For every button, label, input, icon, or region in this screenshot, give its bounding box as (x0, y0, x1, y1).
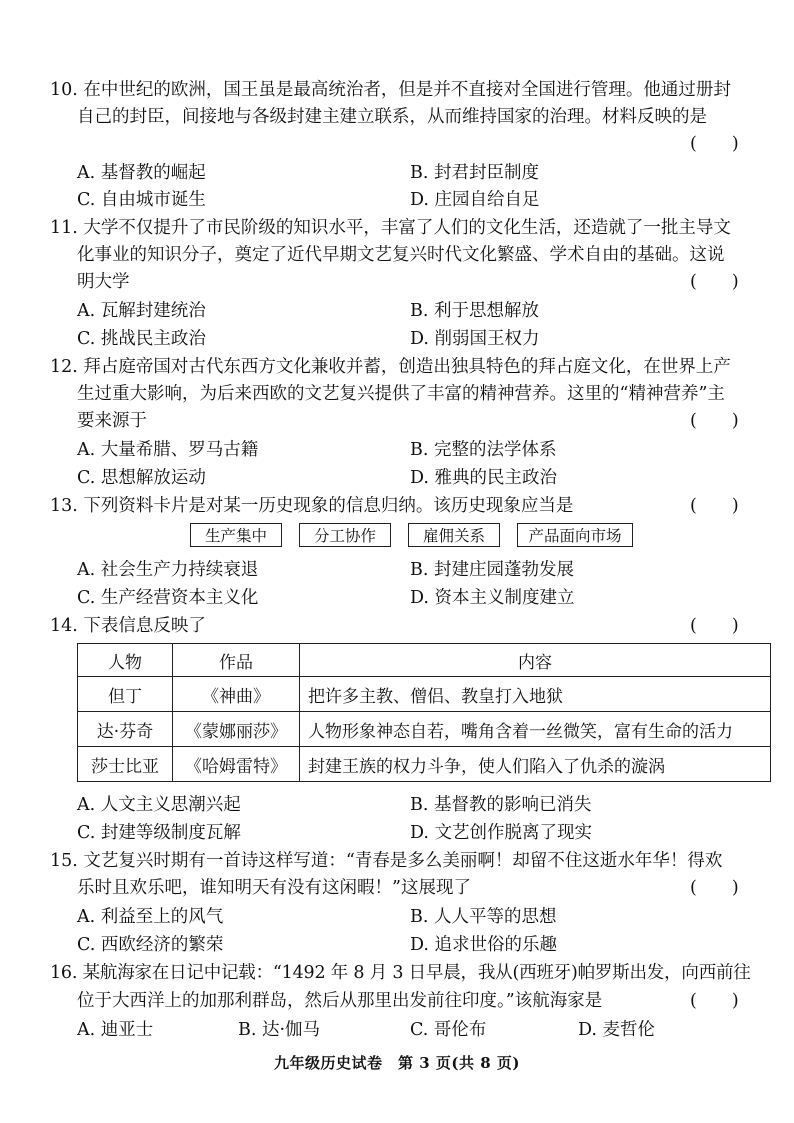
q14-info-table (77, 643, 771, 782)
table-header-row (78, 644, 771, 677)
table-cell-content: 把许多主教、僧侣、教皇打入地狱 (300, 677, 771, 712)
q10-option-d: D. 庄园自给自足 (410, 190, 540, 210)
q12-stem-line-1: 12. 拜占庭帝国对古代东西方文化兼收并蓄，创造出独具特色的拜占庭文化，在世界上产 (50, 357, 731, 377)
q13-stem-line-1: 13. 下列资料卡片是对某一历史现象的信息归纳。该历史现象应当是 (50, 496, 574, 516)
table-row (78, 712, 771, 747)
q15-answer-blank: ( ) (690, 878, 739, 898)
q15-option-a: A. 利益至上的风气 (77, 907, 224, 927)
table-cell-work: 《蒙娜丽莎》 (173, 712, 300, 747)
table-row (78, 677, 771, 712)
q14-stem-line-1: 14. 下表信息反映了 (50, 616, 206, 636)
q10-option-c: C. 自由城市诞生 (77, 190, 206, 210)
q11-stem-line-2: 化事业的知识分子，奠定了近代早期文艺复兴时代文化繁盛、学术自由的基础。这说 (77, 245, 725, 265)
q13-option-b: B. 封建庄园蓬勃发展 (410, 560, 574, 580)
q16-option-a: A. 迪亚士 (77, 1020, 154, 1040)
q10-answer-blank: ( ) (690, 134, 739, 154)
table-cell-person: 达·芬奇 (78, 712, 173, 747)
q10-option-b: B. 封君封臣制度 (410, 163, 539, 183)
q10-option-a: A. 基督教的崛起 (77, 163, 206, 183)
q15-stem-line-2: 乐时且欢乐吧，谁知明天有没有这闲暇！”这展现了 (77, 878, 471, 898)
table-header-work: 作品 (173, 644, 300, 677)
q11-option-b: B. 利于思想解放 (410, 301, 539, 321)
q16-option-b: B. 达·伽马 (238, 1020, 321, 1040)
table-header-content: 内容 (300, 644, 771, 677)
q13-option-c: C. 生产经营资本主义化 (77, 588, 259, 608)
q16-answer-blank: ( ) (690, 991, 739, 1011)
q15-stem-line-1: 15. 文艺复兴时期有一首诗这样写道：“青春是多么美丽啊！却留不住这逝水年华！得欢 (50, 851, 723, 871)
q15-option-d: D. 追求世俗的乐趣 (410, 935, 558, 955)
table-cell-work: 《哈姆雷特》 (173, 747, 300, 782)
q14-option-a: A. 人文主义思潮兴起 (77, 795, 241, 815)
q12-stem-line-2: 生过重大影响，为后来西欧的文艺复兴提供了丰富的精神营养。这里的“精神营养”主 (77, 384, 725, 404)
q13-answer-blank: ( ) (690, 496, 739, 516)
table-header-person: 人物 (78, 644, 173, 677)
page-footer: 九年级历史试卷 第 3 页(共 8 页) (274, 1054, 520, 1072)
q12-option-a: A. 大量希腊、罗马古籍 (77, 440, 259, 460)
q10-stem-line-1: 10. 在中世纪的欧洲，国王虽是最高统治者，但是并不直接对全国进行管理。他通过册封 (50, 80, 731, 100)
table-row (78, 747, 771, 782)
q12-option-d: D. 雅典的民主政治 (410, 468, 558, 488)
q11-stem-line-1: 11. 大学不仅提升了市民阶级的知识水平，丰富了人们的文化生活，还造就了一批主导文 (50, 218, 731, 238)
table-cell-person: 但丁 (78, 677, 173, 712)
q16-option-d: D. 麦哲伦 (578, 1020, 656, 1040)
q13-info-card-1: 生产集中 (190, 523, 282, 547)
q14-option-c: C. 封建等级制度瓦解 (77, 823, 241, 843)
table-cell-work: 《神曲》 (173, 677, 300, 712)
table-cell-content: 人物形象神态自若，嘴角含着一丝微笑，富有生命的活力 (300, 712, 771, 747)
q14-option-d: D. 文艺创作脱离了现实 (410, 823, 593, 843)
q15-option-c: C. 西欧经济的繁荣 (77, 935, 224, 955)
table-cell-person: 莎士比亚 (78, 747, 173, 782)
q16-stem-line-2: 位于大西洋上的加那利群岛，然后从那里出发前往印度。”该航海家是 (77, 991, 603, 1011)
q13-option-d: D. 资本主义制度建立 (410, 588, 575, 608)
q13-info-card-2: 分工协作 (299, 523, 391, 547)
q11-stem-line-3: 明大学 (77, 272, 130, 292)
q14-option-b: B. 基督教的影响已消失 (410, 795, 592, 815)
q13-info-card-3: 雇佣关系 (408, 523, 500, 547)
q11-answer-blank: ( ) (690, 272, 739, 292)
q14-answer-blank: ( ) (690, 616, 739, 636)
q10-stem-line-2: 自己的封臣，间接地与各级封建主建立联系，从而维持国家的治理。材料反映的是 (77, 107, 707, 127)
q11-option-c: C. 挑战民主政治 (77, 329, 206, 349)
q11-option-a: A. 瓦解封建统治 (77, 301, 206, 321)
q13-info-card-4: 产品面向市场 (517, 523, 633, 547)
q12-stem-line-3: 要来源于 (77, 411, 147, 431)
q15-option-b: B. 人人平等的思想 (410, 907, 557, 927)
q12-answer-blank: ( ) (690, 411, 739, 431)
q11-option-d: D. 削弱国王权力 (410, 329, 540, 349)
q12-option-b: B. 完整的法学体系 (410, 440, 557, 460)
q12-option-c: C. 思想解放运动 (77, 468, 206, 488)
q16-stem-line-1: 16. 某航海家在日记中记载：“1492 年 8 月 3 日早晨，我从(西班牙)帕罗斯出发，向西前往 (50, 963, 751, 983)
table-cell-content: 封建王族的权力斗争，使人们陷入了仇杀的漩涡 (300, 747, 771, 782)
q13-option-a: A. 社会生产力持续衰退 (77, 560, 259, 580)
q16-option-c: C. 哥伦布 (410, 1020, 487, 1040)
